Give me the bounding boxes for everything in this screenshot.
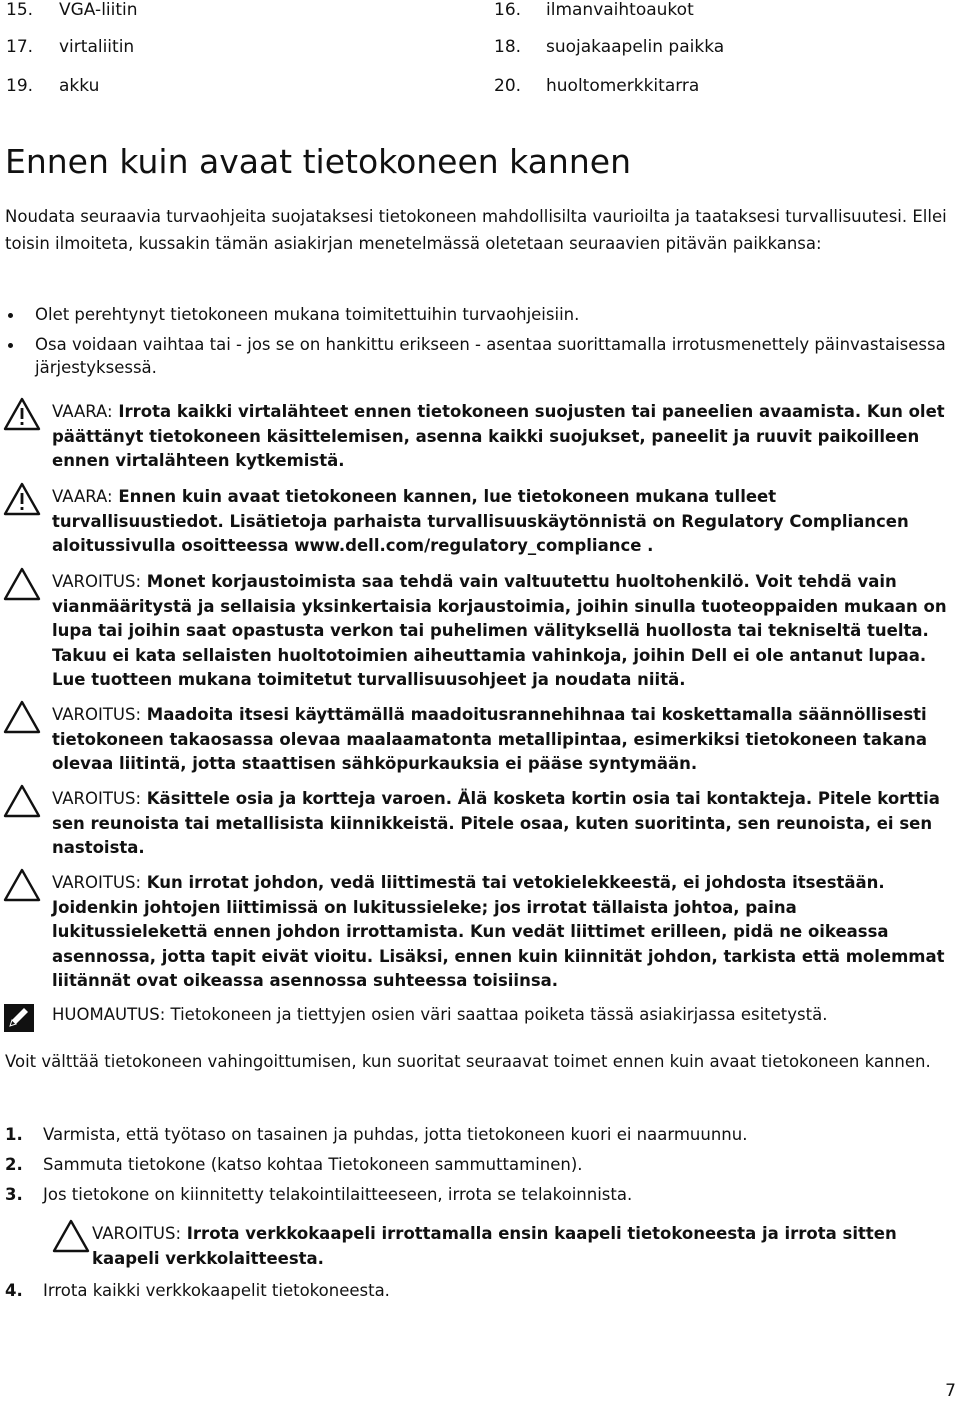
caution-triangle-icon: [3, 868, 41, 906]
intro-paragraph: Noudata seuraavia turvaohjeita suojataksesi tietokoneen mahdollisilta vaurioilta ja taataksesi turvallisuutesi. Ellei toisin ilmoiteta, kussakin tämän asiakirjan menetelmässä oletetaan seuraavien pitävän paikkansa:: [5, 207, 947, 253]
step-text: Jos tietokone on kiinnitetty telakointilaitteeseen, irrota se telakoinnista.: [43, 1185, 633, 1204]
list-item-text: Olet perehtynyt tietokoneen mukana toimitettuihin turvaohjeisiin.: [35, 305, 580, 324]
warning-text: VAARA: Ennen kuin avaat tietokoneen kannen, lue tietokoneen mukana tulleet turvallisuustiedot. Lisätietoja parhaista turvallisuuskäytönnistä on Regulatory Compliancen aloitussivulla osoitteessa www.dell.com/regulatory_compliance .: [52, 487, 909, 555]
part-number: 16.: [494, 0, 522, 20]
notice-label: VAROITUS:: [52, 873, 142, 892]
bullet-icon: [8, 313, 13, 318]
notice-label: VAROITUS:: [52, 572, 142, 591]
warning-triangle-icon: [3, 482, 41, 520]
notice-label: VAROITUS:: [92, 1224, 182, 1243]
notice-label: VAARA:: [52, 402, 113, 421]
notice-label: VAROITUS:: [52, 705, 142, 724]
section-heading: Ennen kuin avaat tietokoneen kannen: [5, 142, 631, 181]
part-number: 20.: [494, 76, 522, 96]
note-label: HUOMAUTUS:: [52, 1005, 166, 1024]
warning-text: VAARA: Irrota kaikki virtalähteet ennen tietokoneen suojusten tai paneelien avaamista. Kun olet päättänyt tietokoneen käsittelemisen, asenna kaikki suojukset, paneelit ja ruuvit paikoilleen ennen virtalähteen kytkemistä.: [52, 402, 945, 470]
caution-triangle-icon: [52, 1219, 90, 1257]
caution-triangle-icon: [3, 567, 41, 605]
caution-text: VAROITUS: Maadoita itsesi käyttämällä maadoitusrannehihnaa tai koskettamalla säännöllisesti tietokoneen takaosassa olevaa maalaamatonta metallipintaa, esimerkiksi tietokoneen takana olevaa liitintä, jotta staattisen sähköpurkauksia ei pääse syntymään.: [52, 705, 927, 773]
list-item-text: Osa voidaan vaihtaa tai - jos se on hankittu erikseen - asentaa suorittamalla irrotusmenettely päinvastaisessa järjestyksessä.: [35, 335, 946, 377]
notice-label: VAARA:: [52, 487, 113, 506]
part-label: huoltomerkkitarra: [546, 76, 700, 96]
part-label: virtaliitin: [59, 37, 135, 57]
bullet-icon: [8, 343, 13, 348]
pencil-note-icon: [3, 1003, 35, 1037]
step-number: 2.: [5, 1155, 23, 1174]
warning-triangle-icon: [3, 397, 41, 435]
caution-text: VAROITUS: Irrota verkkokaapeli irrottamalla ensin kaapeli tietokoneesta ja irrota sitten kaapeli verkkolaitteesta.: [92, 1224, 897, 1268]
part-number: 15.: [6, 0, 34, 20]
list-item: [5, 303, 950, 326]
part-number: 17.: [6, 37, 34, 57]
caution-text: VAROITUS: Kun irrotat johdon, vedä liittimestä tai vetokielekkeestä, ei johdosta itsestään. Joidenkin johtojen liittimissä on lukitussieleke; jos irrotat tällaista johtoa, paina lukitussielekettä ennen johdon irrottamista. Kun vedät liittimet erilleen, pidä ne oikeassa asennossa, jotta tapit eivät vioitu. Lisäksi, ennen kuin kiinnität johdon, tarkista että molemmat liitännät ovat oikeassa asennossa suhteessa toisiinsa.: [52, 873, 945, 990]
part-number: 18.: [494, 37, 522, 57]
note-text: [52, 1003, 952, 1028]
step-text: Varmista, että työtaso on tasainen ja puhdas, jotta tietokoneen kuori ei naarmuunnu.: [43, 1125, 748, 1144]
part-label: ilmanvaihtoaukot: [546, 0, 694, 20]
list-item: [5, 333, 950, 379]
instruction-paragraph: Voit välttää tietokoneen vahingoittumisen, kun suoritat seuraavat toimet ennen kuin avaat tietokoneen kannen.: [5, 1052, 931, 1071]
caution-triangle-icon: [3, 700, 41, 738]
step-number: 1.: [5, 1125, 23, 1144]
caution-text: VAROITUS: Käsittele osia ja kortteja varoen. Älä kosketa kortin osia tai kontakteja. Pitele korttia sen reunoista tai metallisista kiinnikkeistä. Pitele osaa, kuten suoritinta, sen reunoista, ei sen nastoista.: [52, 789, 940, 857]
notice-label: VAROITUS:: [52, 789, 142, 808]
step-number: 4.: [5, 1281, 23, 1300]
part-label: akku: [59, 76, 100, 96]
page-number: 7: [945, 1381, 956, 1401]
step-text: Sammuta tietokone (katso kohtaa Tietokoneen sammuttaminen).: [43, 1155, 583, 1174]
part-label: suojakaapelin paikka: [546, 37, 725, 57]
note-body: Tietokoneen ja tiettyjen osien väri saattaa poiketa tässä asiakirjassa esitetystä.: [170, 1005, 828, 1024]
part-number: 19.: [6, 76, 34, 96]
bullet-list: [5, 303, 950, 386]
part-label: VGA-liitin: [59, 0, 138, 20]
caution-text: VAROITUS: Monet korjaustoimista saa tehdä vain valtuutettu huoltohenkilö. Voit tehdä vain vianmääritystä ja sellaisia yksinkertaisia korjaustoimia, joihin sinulla tuoteoppaiden mukaan on lupa tai joihin saat opastusta verkon tai puhelimen välityksellä huollosta tai tekniseltä tuelta. Takuu ei kata sellaisten huoltotoimien aiheuttamia vahinkoja, joihin Dell ei ole antanut lupaa. Lue tuotteen mukana toimitetut turvallisuusohjeet ja noudata niitä.: [52, 572, 947, 689]
step-text: Irrota kaikki verkkokaapelit tietokoneesta.: [43, 1281, 390, 1300]
step-number: 3.: [5, 1185, 23, 1204]
caution-triangle-icon: [3, 784, 41, 822]
